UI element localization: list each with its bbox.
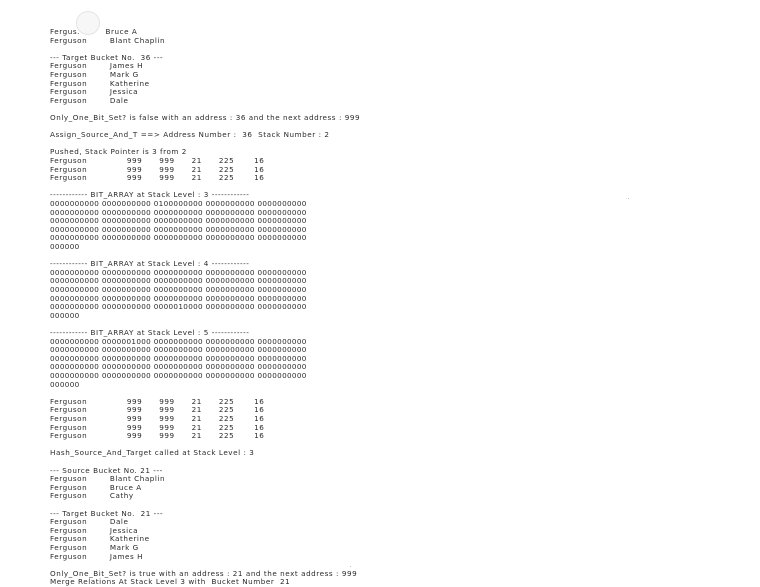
printout-line: 0000000000 0000000000 0000000000 0000000000 0000000000 — [50, 207, 307, 217]
printout-line: Assign_Source_And_T ==> Address Number : 36 Stack Number : 2 — [50, 130, 330, 140]
printout-line: 0000000000 0000000000 0000000000 0000000000 0000000000 — [50, 276, 307, 286]
speck-mark — [628, 198, 629, 199]
printout-line: Ferguson 999 999 21 225 16 — [50, 156, 265, 165]
printout-line: 0000000000 0000000000 0000000000 0000000000 0000000000 — [50, 285, 307, 294]
printout-line: 0000000000 0000000000 0000000000 0000000000 0000000000 — [50, 345, 307, 355]
printout-line: Ferguson Dale — [50, 95, 129, 105]
printout-line: Ferguson 999 999 21 225 16 — [50, 173, 265, 183]
printout-line: Ferguson Jessica — [50, 525, 139, 535]
printout-line: 0000000000 0000000000 0000000000 0000000000 0000000000 — [50, 362, 307, 372]
printout-line: Ferguson Cathy — [50, 491, 134, 501]
printout-line: 000000 — [50, 242, 80, 251]
printout-line: Ferguson Bruce A — [50, 482, 142, 492]
printout-line: Ferguson 999 999 21 225 16 — [50, 164, 265, 174]
printout-line: --- Source Bucket No. 21 --- — [50, 465, 163, 475]
printout-line: ------------ BIT_ARRAY at Stack Level : 5 ------------ — [50, 328, 250, 337]
printout-line: Ferguson Blant Chaplin — [50, 474, 166, 484]
printout-line: 0000000000 0000001000 0000000000 0000000000 0000000000 — [50, 336, 307, 346]
printout-line: Ferguson Jessica — [50, 87, 139, 97]
printout-line: Ferguson Mark G — [50, 543, 139, 552]
printout-line: 000000 — [50, 379, 80, 389]
printout-line: Ferguson James H — [50, 61, 144, 71]
printout-line: Hash_Source_And_Target called at Stack Level : 3 — [50, 448, 255, 458]
printout-line: 0000000000 0000000000 0000000000 0000000000 0000000000 — [50, 353, 307, 363]
printout-line: 0000000000 0000000000 0000000000 0000000000 0000000000 — [50, 293, 307, 303]
printout-line: Ferguson Dale — [50, 517, 129, 527]
printout-line: 0000000000 0000000000 0000000000 0000000000 0000000000 — [50, 267, 307, 277]
printout-line: Only_One_Bit_Set? is true with an address : 21 and the next address : 999 — [50, 568, 358, 578]
printout-line: --- Target Bucket No. 21 --- — [50, 508, 164, 518]
printout-line: Ferguson 999 999 21 225 16 — [50, 422, 265, 432]
printout-line: Ferguson Katherine — [50, 78, 150, 88]
printout-line: ------------ BIT_ARRAY at Stack Level : 3 ------------ — [50, 190, 250, 200]
printout-line: Only_One_Bit_Set? is false with an address : 36 and the next address : 999 — [50, 113, 361, 122]
printout-line: 0000000000 0000000000 0100000000 0000000000 0000000000 — [50, 199, 307, 208]
printout-line: 0000000000 0000000000 0000000000 0000000000 0000000000 — [50, 224, 307, 234]
speck-mark — [350, 566, 351, 567]
printout-line: 0000000000 0000000000 0000010000 0000000000 0000000000 — [50, 302, 307, 312]
printout-line: Ferguson 999 999 21 225 16 — [50, 414, 265, 423]
printout-line: --- Target Bucket No. 36 --- — [50, 52, 164, 62]
printout-line: Fergus. Bruce A — [50, 27, 138, 36]
printout-line: Ferguson Katherine — [50, 534, 150, 544]
printout-line: Merge Relations At Stack Level 3 with Bucket Number 21 — [50, 577, 291, 587]
printout-line: 0000000000 0000000000 0000000000 0000000000 0000000000 — [50, 233, 307, 243]
printout-line: Ferguson 999 999 21 225 16 — [50, 431, 265, 441]
printout-line: 000000 — [50, 310, 80, 320]
printout-line: Pushed, Stack Pointer is 3 from 2 — [50, 147, 187, 157]
printout-line: Ferguson James H — [50, 551, 144, 561]
printout-line: Ferguson 999 999 21 225 16 — [50, 405, 265, 415]
printout-line: 0000000000 0000000000 0000000000 0000000000 0000000000 — [50, 371, 307, 380]
printout-line: Ferguson 999 999 21 225 16 — [50, 396, 265, 406]
printout-line: Ferguson Blant Chaplin — [50, 35, 166, 45]
printout-line: Ferguson Mark G — [50, 70, 139, 79]
printout-line: 0000000000 0000000000 0000000000 0000000000 0000000000 — [50, 216, 307, 226]
printout-line: ------------ BIT_ARRAY at Stack Level : 4 ------------ — [50, 259, 250, 269]
